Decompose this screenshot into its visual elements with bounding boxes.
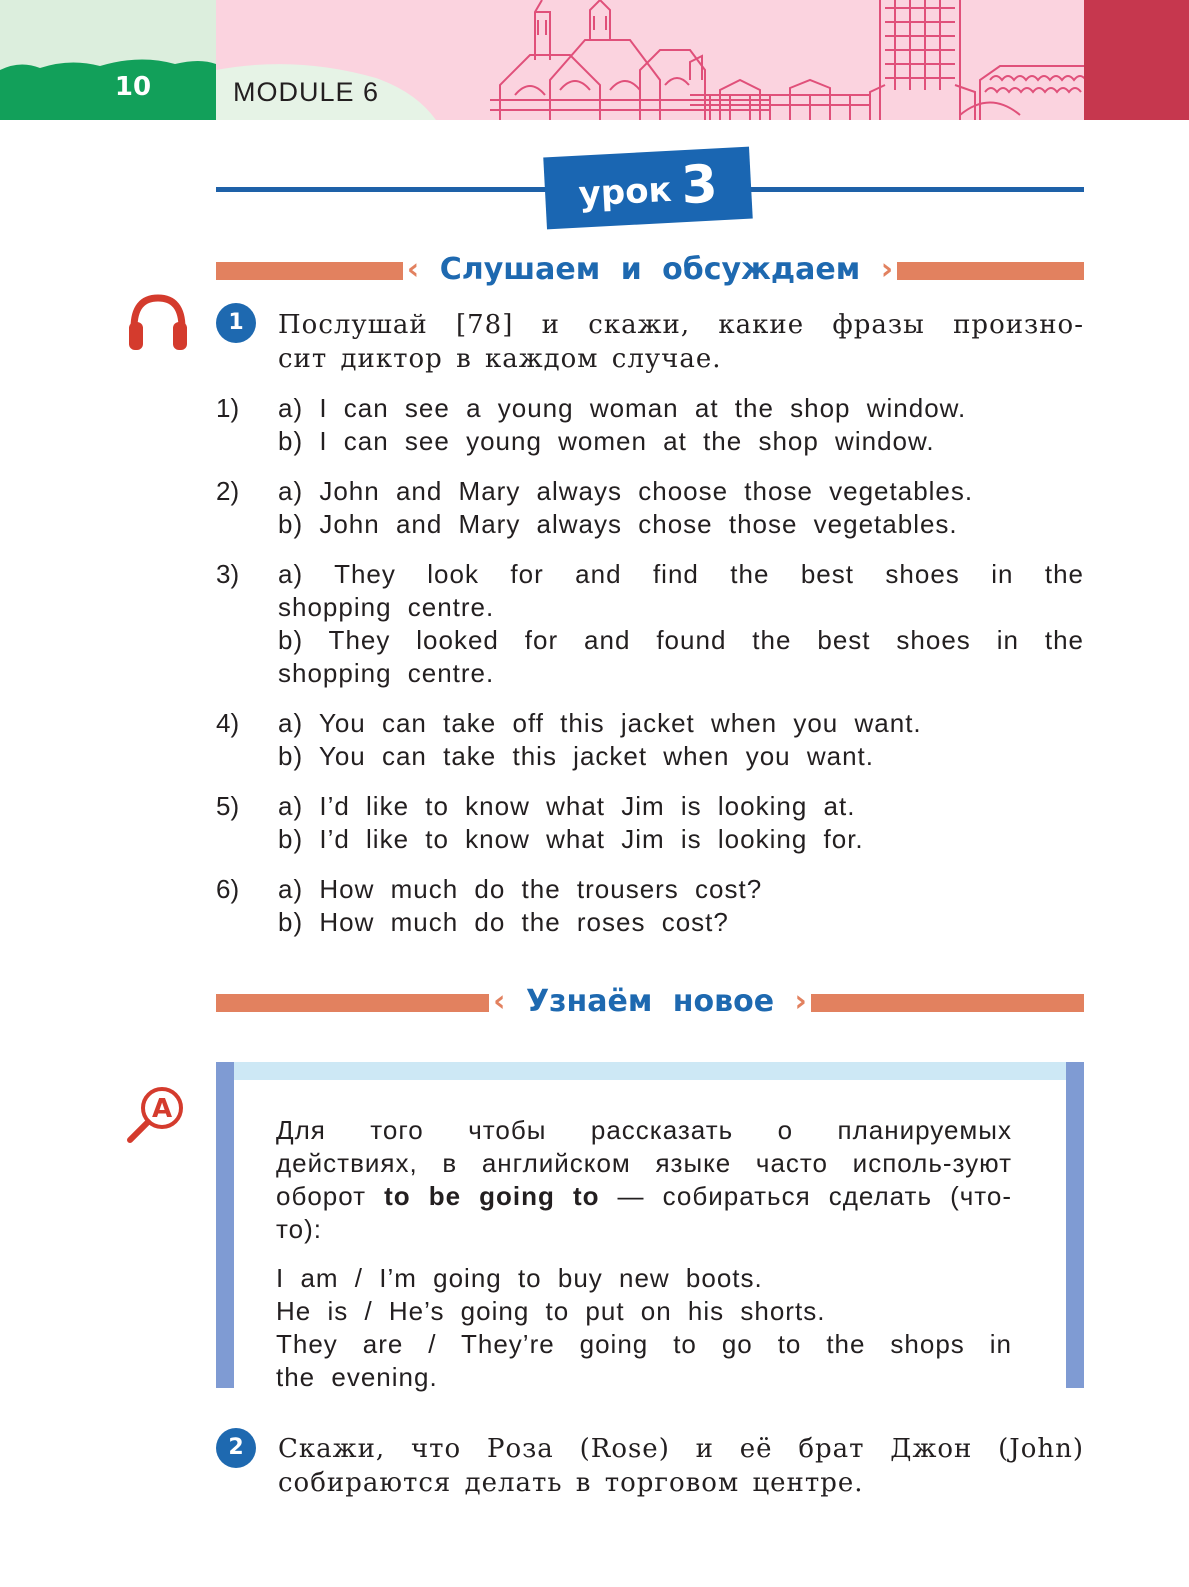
page-number: 10 xyxy=(114,72,152,102)
item-line: b) John and Mary always chose those vegetables. xyxy=(278,509,958,539)
exercise-number-badge: 2 xyxy=(216,1428,256,1468)
section-bar-listen xyxy=(216,252,1084,287)
item-line: a) I’d like to know what Jim is looking at. xyxy=(278,791,856,821)
section-title-wrap xyxy=(216,250,1084,290)
item-line: a) John and Mary always choose those vegetables. xyxy=(278,476,974,506)
item-line: shopping centre. xyxy=(278,592,495,622)
grammar-magnifier-icon xyxy=(124,1084,190,1146)
lesson-number: 3 xyxy=(679,154,720,217)
svg-text:A: A xyxy=(151,1094,173,1124)
list-item xyxy=(216,707,1084,773)
item-line: b) I’d like to know what Jim is looking for. xyxy=(278,824,864,854)
item-body xyxy=(278,707,1084,773)
item-line: b) You can take this jacket when you want. xyxy=(278,741,874,771)
chevron-left-icon: ‹ xyxy=(493,984,506,1019)
item-body xyxy=(278,873,1084,939)
exercise1-items xyxy=(216,392,1084,956)
chevron-left-icon: ‹ xyxy=(406,252,420,287)
list-item xyxy=(216,392,1084,458)
list-item xyxy=(216,790,1084,856)
item-line: shopping centre. xyxy=(278,658,495,688)
list-item xyxy=(216,558,1084,690)
section-bar-learn-new xyxy=(216,984,1084,1019)
item-number: 4) xyxy=(216,708,240,738)
item-body xyxy=(278,392,1084,458)
rule-example: the evening. xyxy=(276,1362,438,1392)
header-left-panel xyxy=(0,0,216,120)
item-line: a) You can take off this jacket when you want. xyxy=(278,708,922,738)
item-number: 5) xyxy=(216,791,240,821)
item-line: a) How much do the trousers cost? xyxy=(278,874,763,904)
exercise1-instruction xyxy=(278,308,1084,376)
item-number: 2) xyxy=(216,476,240,506)
city-skyline-illustration xyxy=(490,0,1084,120)
header-crimson-block xyxy=(1084,0,1189,120)
item-line: b) I can see young women at the shop window. xyxy=(278,426,935,456)
section-title-text: Узнаём новое xyxy=(525,984,775,1019)
rule-text-before: Для того чтобы рассказать о планируемых действиях, в английском языке часто исполь-зуют оборот xyxy=(276,1115,1012,1211)
lesson-banner xyxy=(543,147,752,230)
grammar-rule-box xyxy=(216,1062,1084,1392)
item-line: a) I can see a young woman at the shop window. xyxy=(278,393,967,423)
lesson-word: урок xyxy=(577,169,673,215)
exercise2-instruction xyxy=(278,1432,1084,1500)
headphones-icon xyxy=(126,292,190,352)
item-line: b) They looked for and found the best shoes in the xyxy=(278,625,1084,655)
instruction-line: Скажи, что Роза (Rose) и её брат Джон (John) xyxy=(278,1434,1084,1464)
list-item xyxy=(216,873,1084,939)
chevron-right-icon: › xyxy=(880,252,894,287)
section-title xyxy=(489,982,811,1022)
item-body xyxy=(278,475,1084,541)
instruction-line: собираются делать в торговом центре. xyxy=(278,1468,864,1498)
rule-example: They are / They’re going to go to the shops in xyxy=(276,1329,1012,1359)
rule-example: I am / I’m going to buy new boots. xyxy=(276,1263,763,1293)
item-line: b) How much do the roses cost? xyxy=(278,907,729,937)
item-body xyxy=(278,558,1084,690)
instruction-line: Послушай [78] и скажи, какие фразы произно- xyxy=(278,310,1084,340)
item-line: a) They look for and find the best shoes in the xyxy=(278,559,1084,589)
rule-bold-phrase: to be going to xyxy=(384,1181,600,1211)
rule-example: He is / He’s going to put on his shorts. xyxy=(276,1296,826,1326)
rule-box-top-border xyxy=(216,1062,1084,1080)
rule-box-right-border xyxy=(1066,1062,1084,1388)
chevron-right-icon: › xyxy=(794,984,807,1019)
exercise-number-badge: 1 xyxy=(216,303,256,343)
item-number: 1) xyxy=(216,393,240,423)
section-title-text: Слушаем и обсуждаем xyxy=(439,252,861,287)
rule-text xyxy=(276,1114,1012,1394)
item-number: 6) xyxy=(216,874,240,904)
instruction-line: сит диктор в каждом случае. xyxy=(278,344,722,374)
item-number: 3) xyxy=(216,559,240,589)
list-item xyxy=(216,475,1084,541)
item-body xyxy=(278,790,1084,856)
rule-box-left-border xyxy=(216,1062,234,1388)
header-green-hills xyxy=(0,0,216,120)
rule-examples xyxy=(276,1262,1012,1394)
rule-text-after: — собираться сделать (что-то): xyxy=(276,1181,1013,1244)
section-title xyxy=(403,250,897,290)
module-label: MODULE 6 xyxy=(233,77,380,107)
section-title-wrap xyxy=(216,982,1084,1022)
rule-explanation xyxy=(276,1114,1012,1246)
